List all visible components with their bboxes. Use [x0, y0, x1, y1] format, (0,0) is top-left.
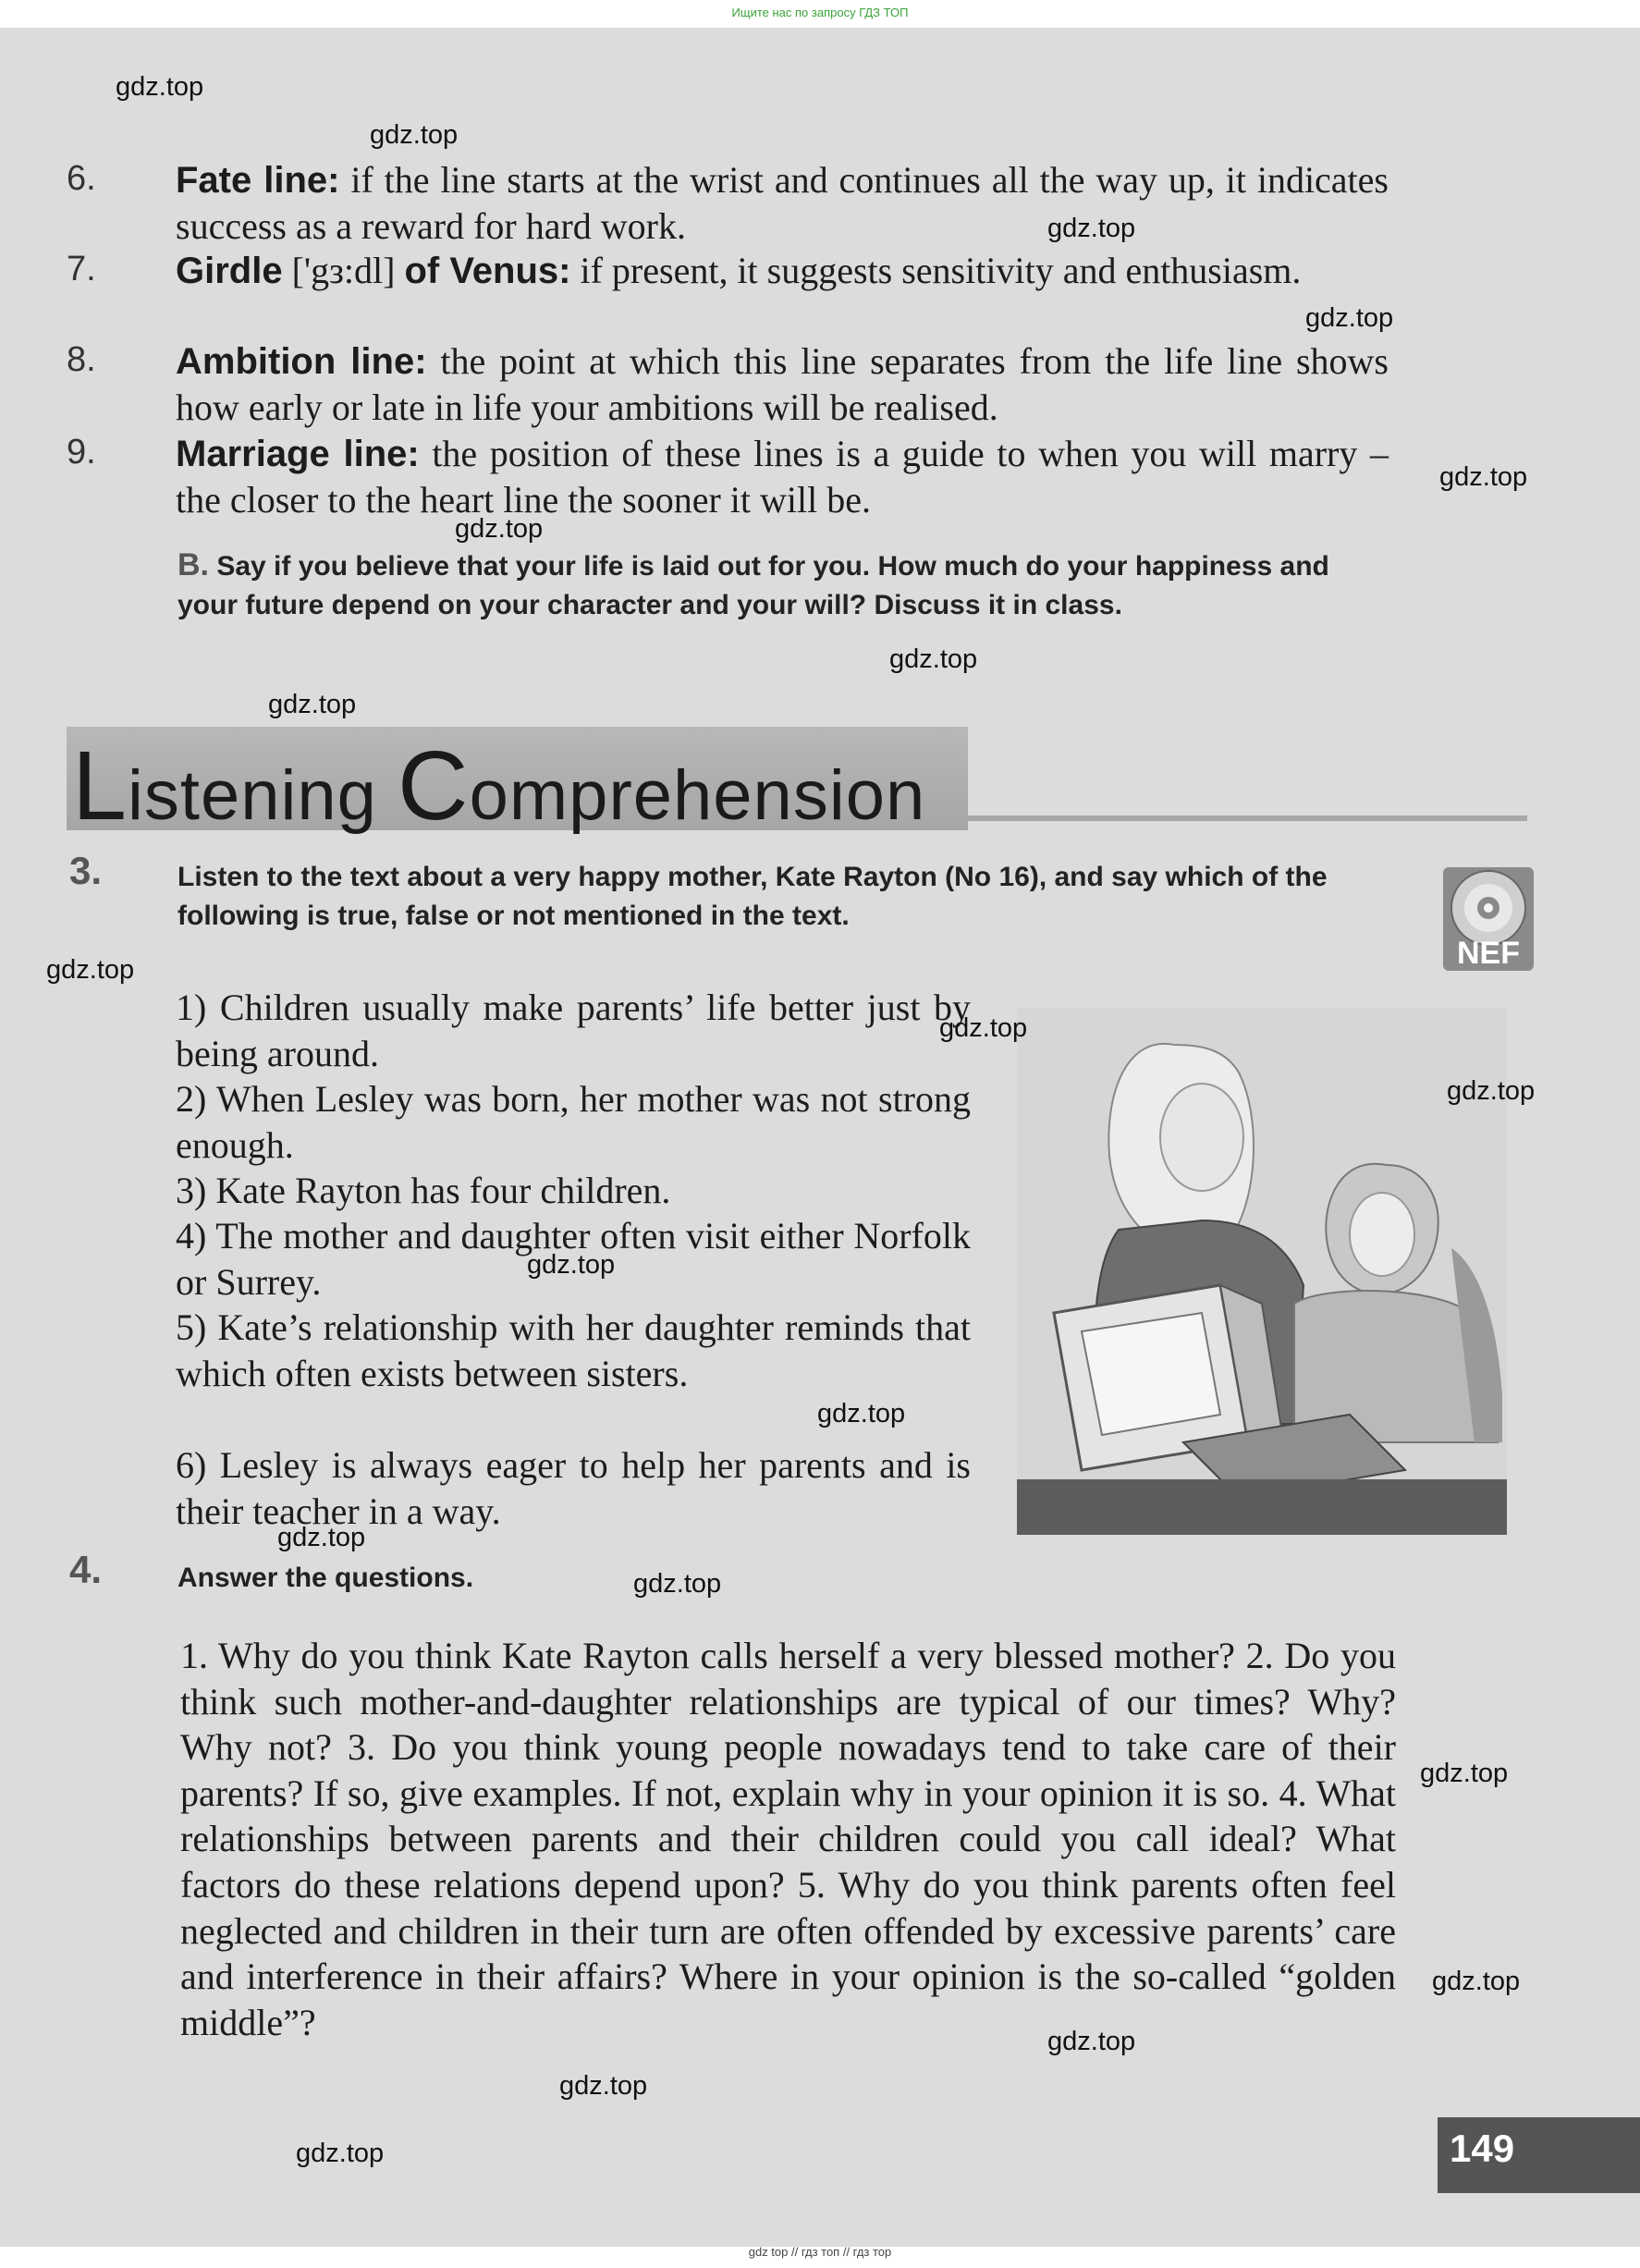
watermark: gdz.top: [939, 1013, 1028, 1043]
item-term: Marriage line:: [176, 434, 420, 474]
watermark: gdz.top: [1432, 1967, 1521, 1996]
item-number: 8.: [67, 340, 96, 379]
statement: 6) Lesley is always eager to help her parents and is their teacher in a way.: [176, 1444, 971, 1532]
textbook-page: [0, 28, 1640, 2247]
item-ipa: ['gз:dl]: [282, 250, 405, 291]
watermark: gdz.top: [1047, 214, 1136, 243]
watermark: gdz.top: [633, 1569, 722, 1599]
item-text: the position of these lines is a guide to when you will marry – the closer to the heart line the sooner it will be.: [176, 433, 1389, 521]
item-number: 6.: [67, 159, 96, 198]
statement: 2) When Lesley was born, her mother was not strong enough.: [176, 1078, 971, 1166]
item-term: Fate line:: [176, 160, 340, 201]
watermark: gdz.top: [277, 1523, 366, 1552]
watermark: gdz.top: [817, 1399, 906, 1428]
list-item: [176, 157, 1389, 249]
watermark: gdz.top: [1420, 1759, 1509, 1788]
list-item: [176, 431, 1389, 522]
exercise-number: 4.: [69, 1548, 103, 1591]
top-banner: Ищите нас по запросу ГДЗ ТОП: [731, 6, 909, 19]
watermark: gdz.top: [1305, 303, 1394, 333]
bottom-banner: gdz top // гдз топ // гдз тор: [748, 2245, 892, 2259]
item-text: if present, it suggests sensitivity and enthusiasm.: [570, 250, 1302, 291]
statement: 1) Children usually make parents’ life better just by being around.: [176, 987, 971, 1074]
item-term: Ambition line:: [176, 341, 427, 382]
task-letter: B.: [177, 547, 209, 582]
watermark: gdz.top: [527, 1250, 616, 1280]
watermark: gdz.top: [296, 2139, 385, 2168]
section-title: Listening Comprehension: [72, 731, 926, 840]
item-term: Girdle: [176, 251, 283, 291]
page-number: 149: [1450, 2127, 1515, 2170]
statement: 5) Kate’s relationship with her daughter reminds that which often exists between sisters.: [176, 1306, 971, 1394]
list-item: [176, 338, 1389, 430]
item-term: of Venus:: [404, 251, 571, 291]
exercise-questions: 1. Why do you think Kate Rayton calls herself a very blessed mother? 2. Do you think such mother-and-daughter relationships are typical of our times? Why? Why not? 3. Do you think young people nowadays tend to take care of their parents? If so, give examples. If not, explain why in your opinion it is so. 4. What relationships between parents and their children could you call ideal? What factors do these relations depend upon? 5. Why do you think parents often feel neglected and children in their turn are often offended by excessive parents’ care and interference in their affairs? Where in your opinion is the so-called “golden middle”?: [180, 1635, 1396, 2043]
watermark: gdz.top: [46, 955, 135, 985]
cd-label: NEF: [1457, 936, 1520, 971]
exercise-number: 3.: [69, 849, 103, 892]
exercise-instruction: Answer the questions.: [177, 1563, 474, 1593]
exercise-instruction: Listen to the text about a very happy mother, Kate Rayton (No 16), and say which of the following is true, false or not mentioned in the text.: [177, 862, 1328, 931]
cd-icon: [1438, 860, 1539, 975]
watermark: gdz.top: [559, 2071, 648, 2101]
mother-daughter-computer-illustration: [1017, 1008, 1507, 1535]
watermark: gdz.top: [455, 514, 544, 544]
list-item: [176, 248, 1389, 294]
watermark: gdz.top: [116, 72, 204, 102]
task-text: Say if you believe that your life is laid out for you. How much do your happiness and your future depend on your character and your will? Discuss it in class.: [177, 551, 1329, 620]
statement: 4) The mother and daughter often visit either Norfolk or Surrey.: [176, 1215, 971, 1303]
watermark: gdz.top: [370, 120, 459, 150]
watermark: gdz.top: [1447, 1076, 1536, 1106]
statement: 3) Kate Rayton has four children.: [176, 1170, 671, 1211]
watermark: gdz.top: [268, 690, 357, 719]
watermark: gdz.top: [889, 644, 978, 674]
item-text: if the line starts at the wrist and continues all the way up, it indicates success as a reward for hard work.: [176, 159, 1389, 247]
item-number: 7.: [67, 250, 96, 288]
item-text: the point at which this line separates from the life line shows how early or late in life your ambitions will be realised.: [176, 340, 1389, 428]
watermark: gdz.top: [1439, 462, 1528, 492]
task-b: [177, 546, 1390, 625]
item-number: 9.: [67, 433, 96, 472]
watermark: gdz.top: [1047, 2027, 1136, 2056]
